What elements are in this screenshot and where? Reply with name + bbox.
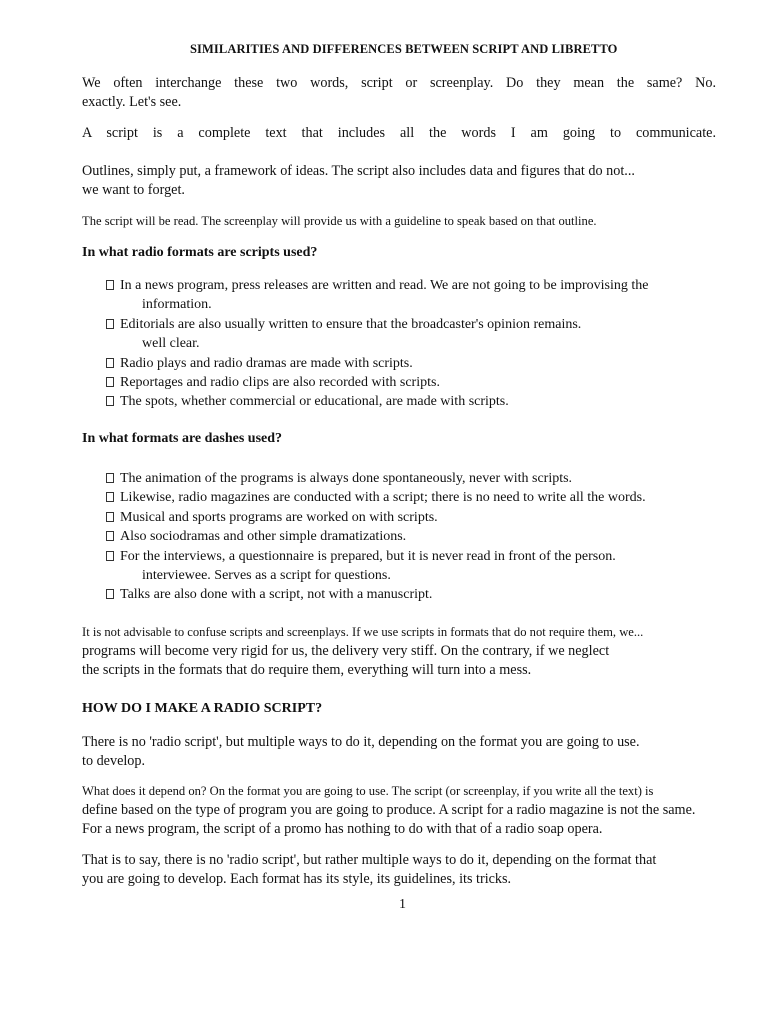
- intro-paragraph-2: A script is a complete text that includes all the words I am going to communicate.: [82, 125, 716, 141]
- intro-p1-line2: exactly. Let's see.: [82, 94, 182, 110]
- intro-paragraph-4: The script will be read. The screenplay will provide us with a guideline to speak based on that outline.: [82, 214, 597, 228]
- intro-paragraph-1: [82, 74, 716, 112]
- intro-p3-line1: Outlines, simply put, a framework of ideas. The script also includes data and figures that do not...: [82, 163, 635, 179]
- list-item: Radio plays and radio dramas are made with scripts.: [106, 354, 716, 373]
- list-item: Also sociodramas and other simple dramatizations.: [106, 527, 716, 546]
- scripts-list: [106, 276, 716, 412]
- intro-p1-line1: We often interchange these two words, script or screenplay. Do they mean the same? No.: [82, 75, 716, 91]
- intro-paragraph-3: [82, 162, 716, 200]
- bullet-box-icon: [106, 396, 114, 406]
- advice-paragraph: [82, 623, 716, 680]
- document-title: SIMILARITIES AND DIFFERENCES BETWEEN SCRIPT AND LIBRETTO: [190, 42, 618, 56]
- list-item: The animation of the programs is always done spontaneously, never with scripts.: [106, 469, 716, 488]
- section-heading-scripts: In what radio formats are scripts used?: [82, 245, 318, 260]
- page-number: 1: [399, 897, 406, 912]
- bullet-box-icon: [106, 280, 114, 290]
- radio-script-paragraph-3: That is to say, there is no 'radio script', but rather multiple ways to do it, depending on the format that you are going to develop. Each format has its style, its guidelines, its tricks.: [82, 852, 657, 887]
- list-item: Reportages and radio clips are also recorded with scripts.: [106, 373, 716, 392]
- bullet-box-icon: [106, 473, 114, 483]
- dashes-list: [106, 469, 716, 605]
- list-item: For the interviews, a questionnaire is prepared, but it is never read in front of the person. interviewee. Serves as a script for questions.: [106, 547, 716, 586]
- bullet-box-icon: [106, 358, 114, 368]
- bullet-box-icon: [106, 377, 114, 387]
- list-item: Editorials are also usually written to ensure that the broadcaster's opinion remains. well clear.: [106, 315, 716, 354]
- advice-line2: programs will become very rigid for us, the delivery very stiff. On the contrary, if we neglect: [82, 643, 610, 659]
- radio-script-paragraph-1: There is no 'radio script', but multiple ways to do it, depending on the format you are going to use. to develop.: [82, 734, 640, 769]
- bullet-box-icon: [106, 551, 114, 561]
- section-heading-radio-script: HOW DO I MAKE A RADIO SCRIPT?: [82, 701, 323, 716]
- bullet-box-icon: [106, 512, 114, 522]
- intro-p3-line2: we want to forget.: [82, 182, 185, 198]
- list-item: In a news program, press releases are written and read. We are not going to be improvising the information.: [106, 276, 716, 315]
- list-item: Likewise, radio magazines are conducted with a script; there is no need to write all the words.: [106, 488, 716, 507]
- bullet-box-icon: [106, 589, 114, 599]
- list-item: The spots, whether commercial or educational, are made with scripts.: [106, 392, 716, 411]
- advice-line3: the scripts in the formats that do require them, everything will turn into a mess.: [82, 662, 532, 678]
- bullet-box-icon: [106, 319, 114, 329]
- section-heading-dashes: In what formats are dashes used?: [82, 431, 283, 446]
- radio-script-paragraph-2: What does it depend on? On the format you are going to use. The script (or screenplay, if you write all the text) is define based on the type of program you are going to produce. A script for a radio magazine is not the same. For a news program, the script of a promo has nothing to do with that of a radio soap opera.: [82, 784, 696, 837]
- bullet-box-icon: [106, 492, 114, 502]
- list-item: Musical and sports programs are worked on with scripts.: [106, 508, 716, 527]
- list-item: Talks are also done with a script, not with a manuscript.: [106, 585, 716, 604]
- bullet-box-icon: [106, 531, 114, 541]
- advice-line1: It is not advisable to confuse scripts and screenplays. If we use scripts in formats that do not require them, we...: [82, 625, 644, 639]
